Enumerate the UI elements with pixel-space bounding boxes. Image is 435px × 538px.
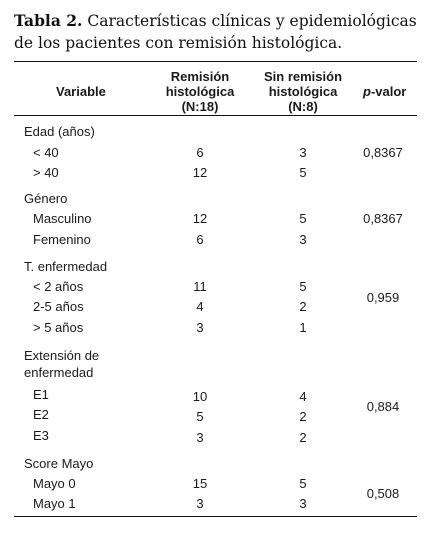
- row-label: Mayo 1: [33, 496, 76, 511]
- row-label: E2: [33, 407, 49, 422]
- group-title-extension-line1: Extensión de: [24, 348, 100, 363]
- header-sin-remision-line1: Sin remisión: [263, 69, 343, 84]
- row-value-sin-remision: 5: [299, 211, 307, 226]
- table-caption-text: Características clínicas y epidemiológicas de los pacientes con remisión histológica.: [14, 12, 417, 52]
- row-value-remision: 12: [192, 211, 208, 226]
- p-value: 0,884: [366, 399, 400, 414]
- row-value-sin-remision: 4: [299, 389, 307, 404]
- p-value: 0,508: [366, 486, 400, 501]
- table-label: Tabla 2.: [14, 11, 83, 30]
- row-value-remision: 10: [192, 389, 208, 404]
- row-value-remision: 6: [196, 145, 204, 160]
- header-remision-line3: (N:18): [181, 99, 219, 114]
- group-title-genero: Género: [24, 191, 68, 206]
- row-value-remision: 3: [196, 320, 204, 335]
- row-value-sin-remision: 1: [299, 320, 307, 335]
- row-value-remision: 12: [192, 165, 208, 180]
- row-label: Mayo 0: [33, 476, 76, 491]
- header-p-rest: -valor: [370, 84, 407, 99]
- row-value-sin-remision: 5: [299, 279, 307, 294]
- row-label: > 40: [33, 165, 59, 180]
- header-sin-remision-line2: histológica: [268, 84, 338, 99]
- group-title-edad: Edad (años): [24, 124, 95, 139]
- row-label: < 40: [33, 145, 59, 160]
- row-value-remision: 11: [193, 279, 207, 294]
- row-value-sin-remision: 2: [299, 299, 307, 314]
- row-value-remision: 5: [196, 409, 204, 424]
- row-value-sin-remision: 5: [299, 165, 307, 180]
- row-value-sin-remision: 2: [299, 409, 307, 424]
- header-variable: Variable: [56, 84, 106, 99]
- row-value-remision: 3: [196, 430, 204, 445]
- row-value-sin-remision: 2: [299, 430, 307, 445]
- p-value: 0,8367: [363, 145, 403, 160]
- group-title-t-enfermedad: T. enfermedad: [24, 259, 108, 274]
- header-remision-line1: Remisión: [170, 69, 230, 84]
- row-label: > 5 años: [33, 320, 84, 335]
- header-sin-remision: [253, 69, 353, 114]
- header-sin-remision-line3: (N:8): [288, 99, 318, 114]
- p-value: 0,959: [366, 290, 400, 305]
- header-remision-line2: histológica: [165, 84, 235, 99]
- row-value-remision: 6: [196, 232, 204, 247]
- header-remision: [150, 69, 250, 114]
- row-value-sin-remision: 3: [299, 232, 307, 247]
- row-value-sin-remision: 3: [299, 145, 307, 160]
- row-label: E1: [33, 387, 49, 402]
- row-value-sin-remision: 5: [299, 476, 307, 491]
- header-p-italic: p: [363, 84, 371, 99]
- row-label: 2-5 años: [33, 299, 84, 314]
- group-title-score-mayo: Score Mayo: [24, 456, 94, 471]
- bottom-rule: [14, 516, 417, 517]
- top-rule: [14, 61, 417, 62]
- row-value-remision: 4: [196, 299, 204, 314]
- row-label: Masculino: [33, 211, 92, 226]
- row-label: < 2 años: [33, 279, 84, 294]
- group-title-extension-line2: enfermedad: [24, 365, 94, 380]
- row-value-sin-remision: 3: [299, 496, 307, 511]
- row-label: Femenino: [33, 232, 91, 247]
- header-rule: [14, 115, 417, 116]
- table-caption: [14, 10, 422, 54]
- header-p-valor: [363, 84, 406, 99]
- row-value-remision: 15: [192, 476, 208, 491]
- row-label: E3: [33, 428, 49, 443]
- group-title-extension: [24, 347, 99, 381]
- row-value-remision: 3: [196, 496, 204, 511]
- p-value: 0,8367: [363, 211, 403, 226]
